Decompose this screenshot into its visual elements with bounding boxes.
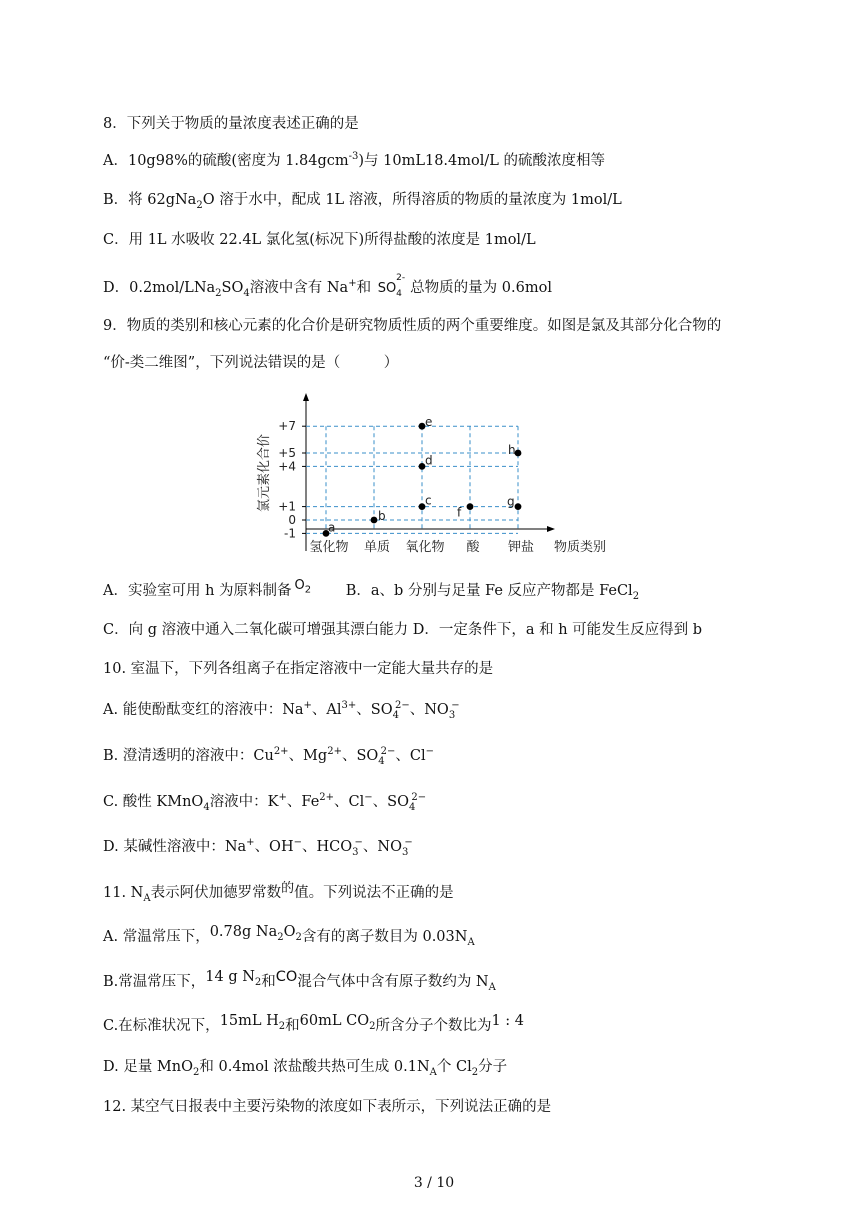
- y-tick-label: -1: [284, 526, 296, 541]
- y-tick-label: +5: [278, 446, 296, 460]
- q8-option-b: B．将 62gNa$_2$O 溶于水中，配成 1L 溶液，所得溶质的物质的量浓度为 1mol/L: [103, 192, 622, 211]
- category-label: 单质: [363, 540, 391, 555]
- y-axis-label: 氯元素化合价: [257, 433, 272, 513]
- q10-option-c: C. 酸性 KMnO$_4$溶液中：K+、$Fe^{2+}$、Cl−、$SO_4^{2-}$: [103, 792, 427, 813]
- valence-class-diagram: [250, 393, 620, 561]
- page-number: 3 / 10: [413, 1175, 455, 1191]
- point-label: c: [425, 493, 432, 508]
- data-point-f: [467, 503, 474, 510]
- q12-stem: 12. 某空气日报表中主要污染物的浓度如下表所示，下列说法正确的是: [103, 1099, 552, 1115]
- q10-option-a: A. 能使酚酞变红的溶液中：Na+、$Al^{3+}$、$SO_4^{2-}$、$NO_3^-$: [103, 700, 460, 721]
- q10-option-d: D. 某碱性溶液中：Na+、OH−、$HCO_3^-$、$NO_3^-$: [103, 837, 413, 858]
- q11-option-c: C.在标准状况下，15mL $H_2$和60mL $CO_2$所含分子个数比为1 : 4: [103, 1013, 525, 1034]
- category-label: 钾盐: [507, 540, 535, 555]
- q10-option-b: B. 澄清透明的溶液中：$Cu^{2+}$、$Mg^{2+}$、$SO_4^{2-}$、Cl−: [103, 746, 435, 767]
- q11-option-d: D. 足量 MnO$_2$和 0.4mol 浓盐酸共热可生成 $0.1N_A$个 $Cl_2$分子: [103, 1059, 508, 1078]
- category-label: 氧化物: [405, 540, 445, 555]
- y-axis-arrow: [303, 393, 309, 401]
- point-label: b: [378, 509, 386, 523]
- q11-stem: 11. $N_A$表示阿伏加德罗常数的值。下列说法不正确的是: [103, 881, 454, 904]
- q9-stem-line1: 9．物质的类别和核心元素的化合价是研究物质性质的两个重要维度。如图是氯及其部分化合物的: [103, 318, 722, 334]
- x-axis-label: 物质类别: [553, 540, 607, 555]
- q8-option-c: C．用 1L 水吸收 22.4L 氯化氢(标况下)所得盐酸的浓度是 1mol/L: [103, 232, 536, 248]
- y-tick-label: +4: [278, 459, 296, 474]
- data-point-g: [515, 503, 522, 510]
- data-point-b: [371, 517, 378, 524]
- point-label: d: [425, 453, 433, 468]
- q11-option-a: A. 常温常压下，0.78g $Na_2O_2$含有的离子数目为 $0.03N_A$: [103, 924, 475, 948]
- point-label: f: [457, 505, 462, 520]
- data-point-h: [515, 450, 522, 457]
- q8-option-d: D．$0.2mol/LNa_2SO_4$溶液中含有 Na+和 SO 2- 4 总物质的量为 0.6mol: [103, 272, 552, 299]
- q8-option-a: A．10g98%的硫酸(密度为 1.84gcm$^{-3}$)与 10mL18.4mol/L 的硫酸浓度相等: [103, 151, 606, 169]
- y-tick-label: +1: [278, 499, 296, 514]
- point-label: g: [507, 494, 515, 509]
- q8-stem: 8．下列关于物质的量浓度表述正确的是: [103, 116, 359, 132]
- q9-stem-line2: “价-类二维图”，下列说法错误的是（ ）: [103, 355, 399, 371]
- q9-options-ab: A．实验室可用 h 为原料制备 $O_2$ B．a、b 分别与足量 Fe 反应产物都是 FeCl$_2$: [103, 578, 640, 602]
- point-label: a: [328, 520, 336, 535]
- category-label: 酸: [466, 540, 480, 555]
- x-axis-arrow: [547, 526, 555, 532]
- q9-options-cd: C．向 g 溶液中通入二氧化碳可增强其漂白能力 D．一定条件下，a 和 h 可能发生反应得到 b: [103, 622, 703, 638]
- point-label: e: [425, 415, 433, 430]
- category-label: 氢化物: [309, 540, 349, 555]
- y-tick-label: 0: [288, 513, 296, 527]
- q10-stem: 10. 室温下，下列各组离子在指定溶液中一定能大量共存的是: [103, 661, 494, 677]
- point-label: h: [508, 443, 516, 457]
- y-tick-label: +7: [278, 419, 296, 434]
- q11-option-b: B.常温常压下，14 g $N_2$和CO混合气体中含有原子数约为 $N_A$: [103, 969, 496, 993]
